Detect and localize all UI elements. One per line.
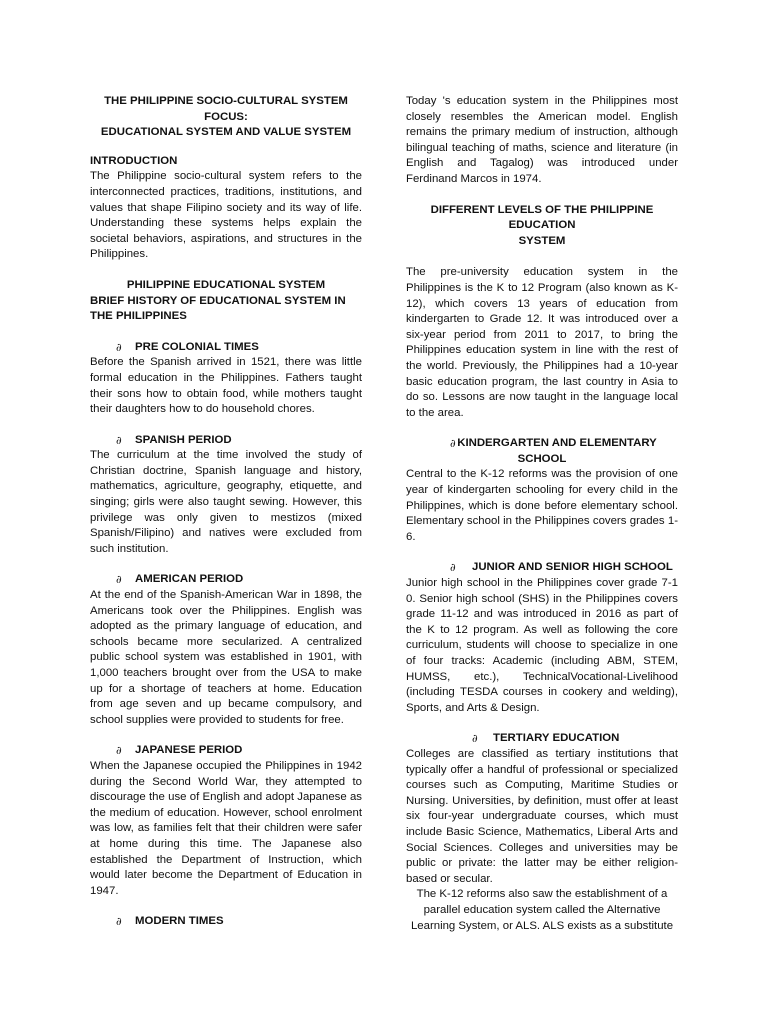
period-heading-japanese: [90, 743, 362, 759]
history-heading: BRIEF HISTORY OF EDUCATIONAL SYSTEM IN THE PHILIPPINES: [90, 294, 346, 323]
document-title-line-2: EDUCATIONAL SYSTEM AND VALUE SYSTEM: [100, 126, 352, 139]
document-title-line-1: THE PHILIPPINE SOCIO-CULTURAL SYSTEM FOCUS:: [104, 95, 348, 123]
period-heading-text: MODERN TIMES: [135, 915, 224, 928]
period-heading-precolonial: [90, 340, 362, 356]
period-heading-text: AMERICAN PERIOD: [135, 573, 244, 586]
level-paragraph-tertiary: Colleges are classified as tertiary institutions that typically offer a handful of professional or specialized courses such as Computing, Maritime Studies or Nursing. Universities, by definition, must offer at least six four-year undergraduate courses, which must include Basic Science, Mathematics, Liberal Arts and Social Sciences. Colleges and universities may be public or private: the latter may be either religion-based or secular.: [406, 747, 678, 885]
levels-heading-line-1: DIFFERENT LEVELS OF THE PHILIPPINE EDUCATION: [430, 203, 654, 232]
period-heading-spanish: [90, 433, 362, 449]
period-heading-text: JAPANESE PERIOD: [135, 744, 243, 757]
levels-paragraph: The pre-university education system in the Philippines is the K to 12 Program (also known as K-12), which covers 13 years of education from kindergarten to Grade 12. It was introduced over a six-year period from 2011 to 2017, to bring the Philippines education system in line with the rest of the world. Previously, the Philippines had a 10-year basic education program, the last country in Asia to do so. Lessons are now taught in the language local to the area.: [406, 266, 678, 419]
period-paragraph-precolonial: Before the Spanish arrived in 1521, there was little formal education in the Philippines. Fathers taught their sons how to obtain food, while mothers taught their daughters how to do household chores.: [90, 356, 362, 416]
bullet-symbol-icon: ∂: [116, 340, 122, 354]
period-heading-text: PRE COLONIAL TIMES: [135, 340, 259, 353]
right-column: [406, 94, 678, 949]
intro-heading: INTRODUCTION: [90, 154, 178, 167]
level-paragraph-highschool: Junior high school in the Philippines cover grade 7-1 0. Senior high school (SHS) in the Philippines covers grade 11-12 and was introduced in 2016 as part of the K to 12 program. As well as following the core curriculum, students will choose to specialize in one of four tracks: Academic (including ABM, STEM, HUMSS, etc.), TechnicalVocational-Livelihood (including TESDA courses in cookery and welding), Sports, and Arts & Design.: [406, 577, 678, 714]
als-paragraph: The K-12 reforms also saw the establishment of a parallel education system called the Alternative Learning System, or ALS. ALS exists as a substitute: [410, 888, 674, 932]
bullet-symbol-icon: ∂: [116, 915, 122, 929]
level-paragraph-kindergarten: Central to the K-12 reforms was the provision of one year of kindergarten schooling for every child in the Philippines, which is done before elementary school. Elementary school in the Philippines covers grades 1-6.: [406, 468, 678, 543]
levels-heading: [406, 203, 678, 250]
period-paragraph-japanese: When the Japanese occupied the Philippines in 1942 during the Second World War, they attempted to discourage the use of English and adopt Japanese as the medium of education. However, school enrolment was low, as families felt that their children were safer at home during this time. The Japanese also established the Department of Instruction, which would later become the Department of Education in 1947.: [90, 759, 362, 897]
intro-paragraph: The Philippine socio-cultural system refers to the interconnected practices, traditions, institutions, and values that shape Filipino society and its way of life. Understanding these systems helps explain the societal behaviors, aspirations, and structures in the Philippines.: [90, 170, 362, 261]
left-column: [90, 94, 362, 930]
edu-system-heading: [90, 278, 362, 294]
levels-heading-line-2: SYSTEM: [518, 234, 566, 247]
level-heading-highschool: [406, 560, 678, 576]
bullet-symbol-icon: ∂: [450, 561, 456, 575]
level-heading-kindergarten: [406, 436, 678, 467]
level-heading-line-2: SCHOOL: [517, 452, 567, 465]
bullet-symbol-icon: ∂: [116, 744, 122, 758]
modern-times-paragraph: Today 's education system in the Philippines most closely resembles the American model. English remains the primary medium of instruction, although bilingual teaching of maths, science and literature (in English and Tagalog) was introduced under Ferdinand Marcos in 1974.: [406, 95, 678, 185]
bullet-symbol-icon: ∂: [116, 573, 122, 587]
period-heading-text: SPANISH PERIOD: [135, 433, 232, 446]
bullet-symbol-icon: ∂: [450, 437, 456, 451]
bullet-symbol-icon: ∂: [116, 433, 122, 447]
level-heading-tertiary: [406, 731, 678, 747]
period-paragraph-american: At the end of the Spanish-American War in 1898, the Americans took over the Philippines. English was adopted as the primary language of education, and schools became more secularized. A centralized public school system was established in 1901, with 1,000 teachers brought over from the USA to make up for a shortage of teachers at home. Education from age seven and up became compulsory, and school supplies were provided to students for free.: [90, 589, 362, 726]
document-title: [90, 94, 362, 141]
edu-system-heading-text: PHILIPPINE EDUCATIONAL SYSTEM: [126, 278, 326, 291]
level-heading-text: TERTIARY EDUCATION: [493, 732, 620, 745]
level-heading-text: JUNIOR AND SENIOR HIGH SCHOOL: [472, 561, 673, 574]
period-heading-modern: [90, 914, 362, 930]
period-paragraph-spanish: The curriculum at the time involved the study of Christian doctrine, Spanish language and history, mathematics, agriculture, geography, etiquette, and singing; girls were also taught sewing. However, this privilege was only given to mestizos (mixed Spanish/Filipino) and natives were excluded from such institution.: [90, 449, 362, 555]
level-heading-line-1: KINDERGARTEN AND ELEMENTARY: [457, 437, 657, 450]
period-heading-american: [90, 572, 362, 588]
bullet-symbol-icon: ∂: [472, 732, 478, 746]
